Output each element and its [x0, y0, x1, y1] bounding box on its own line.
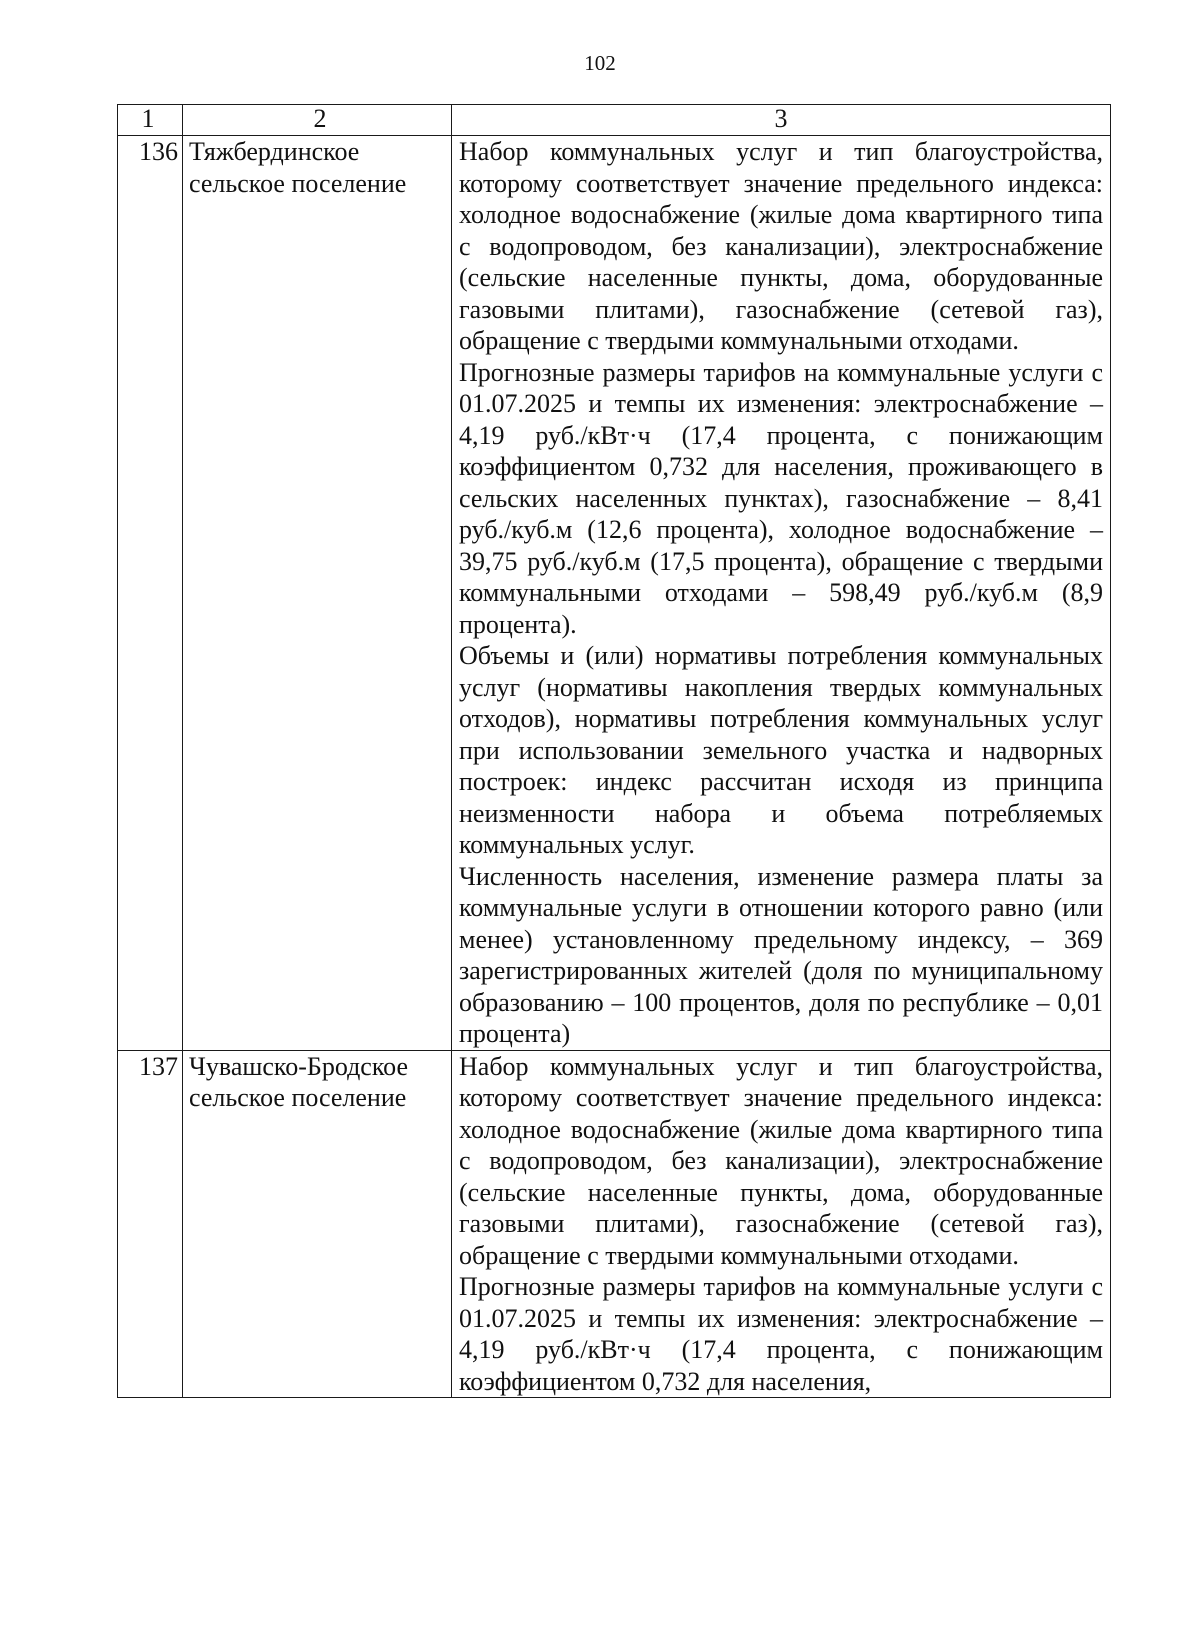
header-row — [118, 105, 1111, 136]
header-col-3: 3 — [452, 105, 1111, 136]
paragraph-tariffs: Прогнозные размеры тарифов на коммунальные услуги с 01.07.2025 и темпы их изменения: электроснабжение – 4,19 руб./кВт·ч (17,4 процента, с понижающим коэффициентом 0,732 для населения, проживающего в сельских населенных пунктах), газоснабжение – 8,41 руб./куб.м (12,6 процента), холодное водоснабжение – 39,75 руб./куб.м (17,5 процента), обращение с твердыми коммунальными отходами – 598,49 руб./куб.м (8,9 процента). — [459, 357, 1103, 639]
settlement-name: Чувашско-Бродское сельское поселение — [189, 1051, 409, 1112]
page-number: 102 — [584, 51, 616, 75]
table-row-137 — [118, 1050, 1111, 1398]
paragraph-services-set: Набор коммунальных услуг и тип благоустройства, которому соответствует значение предельного индекса: холодное водоснабжение (жилые дома квартирного типа с водопроводом, без канализации), электроснабжение (сельские населенные пункты, дома, оборудованные газовыми плитами), газоснабжение (сетевой газ), обращение с твердыми коммунальными отходами. — [459, 137, 1103, 355]
settlement-name: Тяжбердинское сельское поселение — [189, 137, 407, 198]
table-row-136 — [118, 136, 1111, 1051]
description-cell — [452, 1050, 1111, 1398]
header-col-1: 1 — [118, 105, 183, 136]
row-number: 137 — [118, 1050, 183, 1398]
row-number: 136 — [118, 136, 183, 1051]
table-header — [118, 105, 1111, 136]
paragraph-population: Численность населения, изменение размера платы за коммунальные услуги в отношении которого равно (или менее) установленному предельному индексу, – 369 зарегистрированных жителей (доля по муниципальному образованию – 100 процентов, доля по республике – 0,01 процента) — [459, 861, 1103, 1048]
settlement-name-cell — [183, 1050, 452, 1398]
description-cell — [452, 136, 1111, 1051]
paragraph-tariffs: Прогнозные размеры тарифов на коммунальные услуги с 01.07.2025 и темпы их изменения: электроснабжение – 4,19 руб./кВт·ч (17,4 процента, с понижающим коэффициентом 0,732 для населения, — [459, 1272, 1103, 1396]
paragraph-consumption-norms: Объемы и (или) нормативы потребления коммунальных услуг (нормативы накопления твердых коммунальных отходов), нормативы потребления коммунальных услуг при использовании земельного участка и надворных построек: индекс рассчитан исходя из принципа неизменности набора и объема потребляемых коммунальных услуг. — [459, 641, 1103, 859]
settlement-name-cell — [183, 136, 452, 1051]
header-col-2: 2 — [183, 105, 452, 136]
paragraph-services-set: Набор коммунальных услуг и тип благоустройства, которому соответствует значение предельного индекса: холодное водоснабжение (жилые дома квартирного типа с водопроводом, без канализации), электроснабжение (сельские населенные пункты, дома, оборудованные газовыми плитами), газоснабжение (сетевой газ), обращение с твердыми коммунальными отходами. — [459, 1051, 1103, 1270]
tariff-table — [117, 104, 1111, 1398]
